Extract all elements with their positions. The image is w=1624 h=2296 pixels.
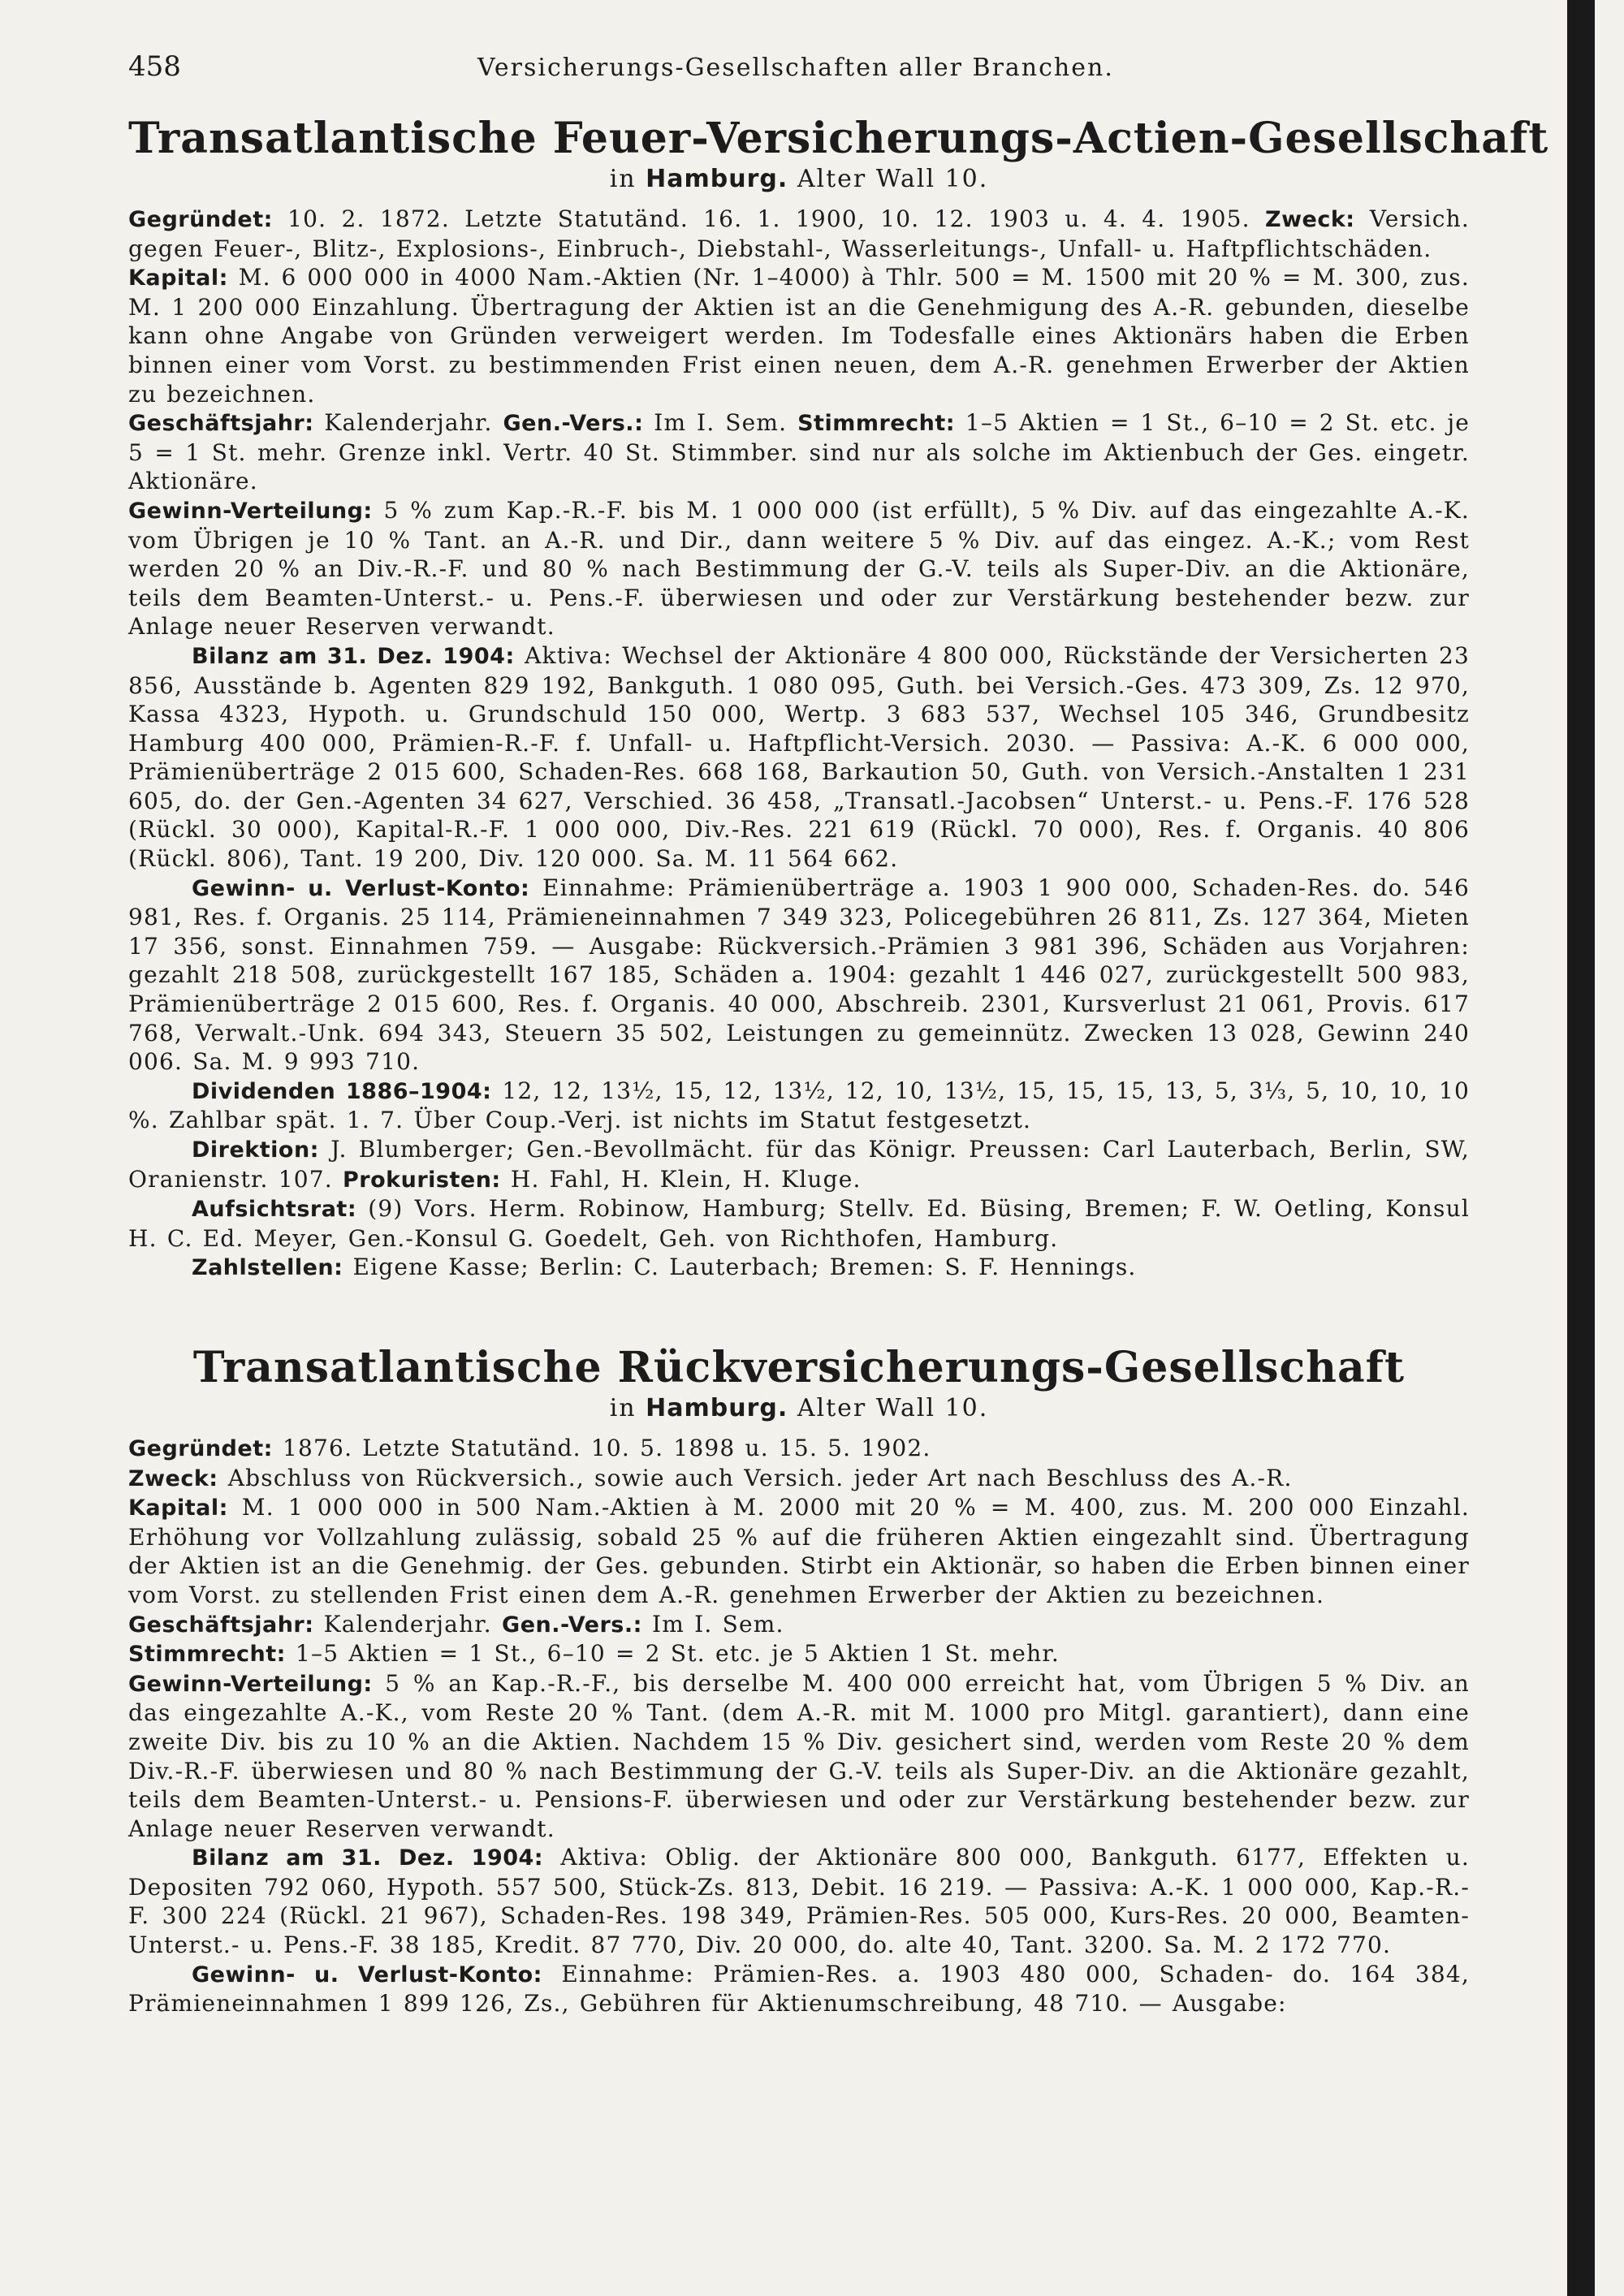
entry-text: Versich. gegen Feuer-, Blitz-, Explosions-, Einbruch-, Diebstahl-, Wasserleitungs-, Unfall- u. Haftpflichtschäden. — [128, 205, 1471, 262]
entry-text: 1–5 Aktien = 1 St., 6–10 = 2 St. etc. je 5 = 1 St. mehr. Grenze inkl. Vertr. 40 St. Stimmber. sind nur als solche im Aktienbuch der Ges. eingetr. Aktionäre. — [128, 409, 1471, 495]
entry-gegruendet — [128, 205, 1470, 263]
entry-label: Bilanz am 31. Dez. 1904: — [192, 1845, 544, 1871]
entry-geschaeftsjahr — [128, 408, 1470, 496]
entry-label: Zweck: — [1265, 207, 1355, 232]
company-title: Transatlantische Feuer-Versicherungs-Actien-Gesellschaft — [128, 114, 1549, 163]
entry-gewinn-verlust — [128, 1960, 1470, 2018]
entry-label: Gen.-Vers.: — [503, 411, 644, 437]
city: Hamburg. — [646, 165, 788, 193]
entry-text: Kalenderjahr. — [324, 409, 493, 437]
entry-direktion — [128, 1135, 1470, 1194]
document-page — [128, 47, 1549, 2018]
entry-text: Einnahme: Prämienüberträge a. 1903 1 900 000, Schaden-Res. do. 546 981, Res. f. Organis. 25 114, Prämieneinnahmen 7 349 323, Policegebühren 26 811, Zs. 127 364, Mieten 17 356, sonst. Einnahmen 759. — Ausgabe: Rückversich.-Prämien 3 981 396, Schäden aus Vorjahren: gezahlt 218 508, zurückgestellt 167 185, Schäden a. 1904: gezahlt 1 446 027, zurückgestellt 500 983, Prämienüberträge 2 015 600, Res. f. Organis. 40 000, Abschreib. 2301, Kursverlust 21 061, Provis. 617 768, Verwalt.-Unk. 694 343, Steuern 35 502, Leistungen zu gemeinnütz. Zwecken 13 028, Gewinn 240 006. Sa. M. 9 993 710. — [128, 874, 1471, 1076]
entry-text: 5 % zum Kap.-R.-F. bis M. 1 000 000 (ist erfüllt), 5 % Div. auf das eingezahlte A.-K. vom Übrigen je 10 % Tant. an A.-R. und Dir., dann weitere 5 % Div. auf das eingez. A.-K.; vom Rest werden 20 % an Div.-R.-F. und 80 % nach Bestimmung der G.-V. teils als Super-Div. an die Aktionäre, teils dem Beamten-Unterst.- u. Pens.-F. überwiesen und oder zur Verstärkung bestehender bezw. zur Anlage neuer Reserven verwandt. — [128, 496, 1470, 641]
entry-label: Gegründet: — [128, 207, 273, 232]
entry-label: Gen.-Vers.: — [502, 1612, 642, 1638]
entry-label: Direktion: — [192, 1137, 319, 1163]
running-header — [128, 47, 1470, 86]
entry-zahlstellen — [128, 1253, 1470, 1283]
company-location — [128, 1394, 1470, 1422]
entry-gewinn-verteilung — [128, 496, 1470, 641]
entry-text: J. Blumberger; Gen.-Bevollmächt. für das Königr. Preussen: Carl Lauterbach, Berlin, SW, Oranienstr. 107. — [128, 1136, 1470, 1193]
entry-label: Prokuristen: — [343, 1167, 501, 1193]
entry-text: Abschluss von Rückversich., sowie auch Versich. jeder Art nach Beschluss des A.-R. — [227, 1464, 1293, 1491]
entry-text: Kalenderjahr. — [323, 1610, 492, 1638]
entry-text: Im I. Sem. — [652, 1610, 784, 1638]
entry-text: Aktiva: Wechsel der Aktionäre 4 800 000, Rückstände der Versicherten 23 856, Ausstände b. Agenten 829 192, Bankguth. 1 080 095, Guth. bei Versich.-Ges. 473 309, Zs. 12 970, Kassa 4323, Hypoth. u. Grundschuld 150 000, Wertp. 3 683 537, Wechsel 105 346, Grundbesitz Hamburg 400 000, Prämien-R.-F. f. Unfall- u. Haftpflicht-Versich. 2030. — Passiva: A.-K. 6 000 000, Prämienüberträge 2 015 600, Schaden-Res. 668 168, Barkaution 50, Guth. von Versich.-Anstalten 1 231 605, do. der Gen.-Agenten 34 627, Verschied. 36 458, „Transatl.-Jacobsen“ Unterst.- u. Pens.-F. 176 528 (Rückl. 30 000), Kapital-R.-F. 1 000 000, Div.-Res. 221 619 (Rückl. 70 000), Res. f. Organis. 40 806 (Rückl. 806), Tant. 19 200, Div. 120 000. Sa. M. 11 564 662. — [128, 641, 1471, 873]
entry-label: Zweck: — [128, 1465, 218, 1491]
entry-text: 1876. Letzte Statutänd. 10. 5. 1898 u. 15. 5. 1902. — [283, 1434, 931, 1461]
location-prefix: in — [609, 165, 637, 193]
entry-text: 1–5 Aktien = 1 St., 6–10 = 2 St. etc. je 5 Aktien 1 St. mehr. — [296, 1640, 1060, 1668]
entry-text: Eigene Kasse; Berlin: C. Lauterbach; Bremen: S. F. Hennings. — [352, 1254, 1137, 1281]
entry-kapital — [128, 1493, 1470, 1609]
address: Alter Wall 10. — [797, 165, 989, 193]
page-edge-shadow — [1567, 0, 1595, 2296]
entry-label: Kapital: — [128, 265, 228, 291]
entry-label: Stimmrecht: — [128, 1642, 286, 1668]
entry-bilanz — [128, 1843, 1470, 1959]
entry-text: 10. 2. 1872. Letzte Statutänd. 16. 1. 1900, 10. 12. 1903 u. 4. 4. 1905. — [287, 205, 1250, 232]
entry-kapital — [128, 263, 1470, 408]
entry-label: Geschäftsjahr: — [128, 1612, 314, 1638]
address: Alter Wall 10. — [797, 1393, 989, 1422]
company-location — [128, 165, 1470, 193]
entry-text: M. 1 000 000 in 500 Nam.-Aktien à M. 2000 mit 20 % = M. 400, zus. M. 200 000 Einzahl. Erhöhung vor Vollzahlung zulässig, sobald 25 % auf die früheren Aktien eingezahlt sind. Übertragung der Aktien ist an die Genehmig. der Ges. gebunden. Stirbt ein Aktionär, so haben die Erben binnen einer vom Vorst. zu stellenden Frist einen dem A.-R. genehmen Erwerber der Aktien zu bezeichnen. — [128, 1494, 1470, 1608]
entry-text: 5 % an Kap.-R.-F., bis derselbe M. 400 000 erreicht hat, vom Übrigen 5 % Div. an das eingezahlte A.-K., vom Reste 20 % Tant. (dem A.-R. mit M. 1000 pro Mitgl. garantiert), dann eine zweite Div. bis zu 10 % an die Aktien. Nachdem 15 % Div. gesichert sind, werden vom Reste 20 % dem Div.-R.-F. überwiesen und 80 % nach Bestimmung der G.-V. teils als Super-Div. an die Aktionäre gezahlt, teils dem Beamten-Unterst.- u. Pensions-F. überwiesen und oder zur Verstärkung bestehender bezw. zur Anlage neuer Reserven verwandt. — [128, 1669, 1470, 1842]
entry-label: Gewinn-Verteilung: — [128, 498, 373, 524]
entry-label: Gewinn- u. Verlust-Konto: — [192, 1962, 542, 1987]
entry-label: Gewinn- u. Verlust-Konto: — [192, 875, 530, 901]
entry-text: (9) Vors. Herm. Robinow, Hamburg; Stellv. Ed. Büsing, Bremen; F. W. Oetling, Konsul H. C. Ed. Meyer, Gen.-Konsul G. Goedelt, Geh. von Richthofen, Hamburg. — [128, 1195, 1470, 1252]
entry-label: Kapital: — [128, 1495, 228, 1521]
entry-label: Dividenden 1886–1904: — [192, 1078, 492, 1104]
entry-aufsichtsrat — [128, 1194, 1470, 1253]
city: Hamburg. — [646, 1393, 788, 1422]
entry-gegruendet — [128, 1434, 1470, 1464]
company-section — [128, 1343, 1470, 2018]
entry-zweck — [128, 1464, 1470, 1494]
entry-label: Geschäftsjahr: — [128, 411, 314, 437]
entry-text: Aktiva: Oblig. der Aktionäre 800 000, Bankguth. 6177, Effekten u. Depositen 792 060, Hypoth. 557 500, Stück-Zs. 813, Debit. 16 219. — Passiva: A.-K. 1 000 000, Kap.-R.-F. 300 224 (Rückl. 21 967), Schaden-Res. 198 349, Prämien-Res. 505 000, Kurs-Res. 20 000, Beamten-Unterst.- u. Pens.-F. 38 185, Kredit. 87 770, Div. 20 000, do. alte 40, Tant. 3200. Sa. M. 2 172 770. — [128, 1844, 1471, 1959]
page-number: 458 — [128, 50, 181, 83]
entry-text: Einnahme: Prämien-Res. a. 1903 480 000, Schaden- do. 164 384, Prämieneinnahmen 1 899 126, Zs., Gebühren für Aktienumschreibung, 48 710. — Ausgabe: — [128, 1960, 1471, 2018]
entry-label: Gegründet: — [128, 1435, 273, 1461]
company-section — [128, 114, 1549, 1283]
entry-label: Zahlstellen: — [192, 1255, 343, 1281]
entry-geschaeftsjahr — [128, 1610, 1470, 1640]
location-prefix: in — [609, 1393, 637, 1422]
entry-text: H. Fahl, H. Klein, H. Kluge. — [510, 1165, 862, 1193]
entry-stimmrecht — [128, 1639, 1470, 1669]
entry-text: M. 6 000 000 in 4000 Nam.-Aktien (Nr. 1–4000) à Thlr. 500 = M. 1500 mit 20 % = M. 300, zus. M. 1 200 000 Einzahlung. Übertragung der Aktien ist an die Genehmigung des A.-R. gebunden, dieselbe kann ohne Angabe von Gründen verweigert werden. Im Todesfalle eines Aktionärs haben die Erben binnen einer vom Vorst. zu bestimmenden Frist einen neuen, dem A.-R. genehmen Erwerber der Aktien zu bezeichnen. — [128, 264, 1470, 408]
entry-label: Stimmrecht: — [797, 411, 956, 437]
entry-text: 12, 12, 13½, 15, 12, 13½, 12, 10, 13½, 15, 15, 15, 13, 5, 3⅓, 5, 10, 10, 10 %. Zahlbar spät. 1. 7. Über Coup.-Verj. ist nichts im Statut festgesetzt. — [128, 1077, 1470, 1134]
entry-label: Aufsichtsrat: — [192, 1197, 357, 1223]
running-title: Versicherungs-Gesellschaften aller Branchen. — [477, 54, 1114, 82]
entry-text: Im I. Sem. — [654, 409, 788, 437]
entry-label: Gewinn-Verteilung: — [128, 1671, 373, 1697]
company-title: Transatlantische Rückversicherungs-Gesellschaft — [192, 1342, 1406, 1392]
entry-dividenden — [128, 1077, 1470, 1135]
entry-label: Bilanz am 31. Dez. 1904: — [192, 643, 515, 669]
entry-gewinn-verlust — [128, 874, 1470, 1077]
entry-bilanz — [128, 641, 1470, 874]
entry-gewinn-verteilung — [128, 1669, 1470, 1844]
